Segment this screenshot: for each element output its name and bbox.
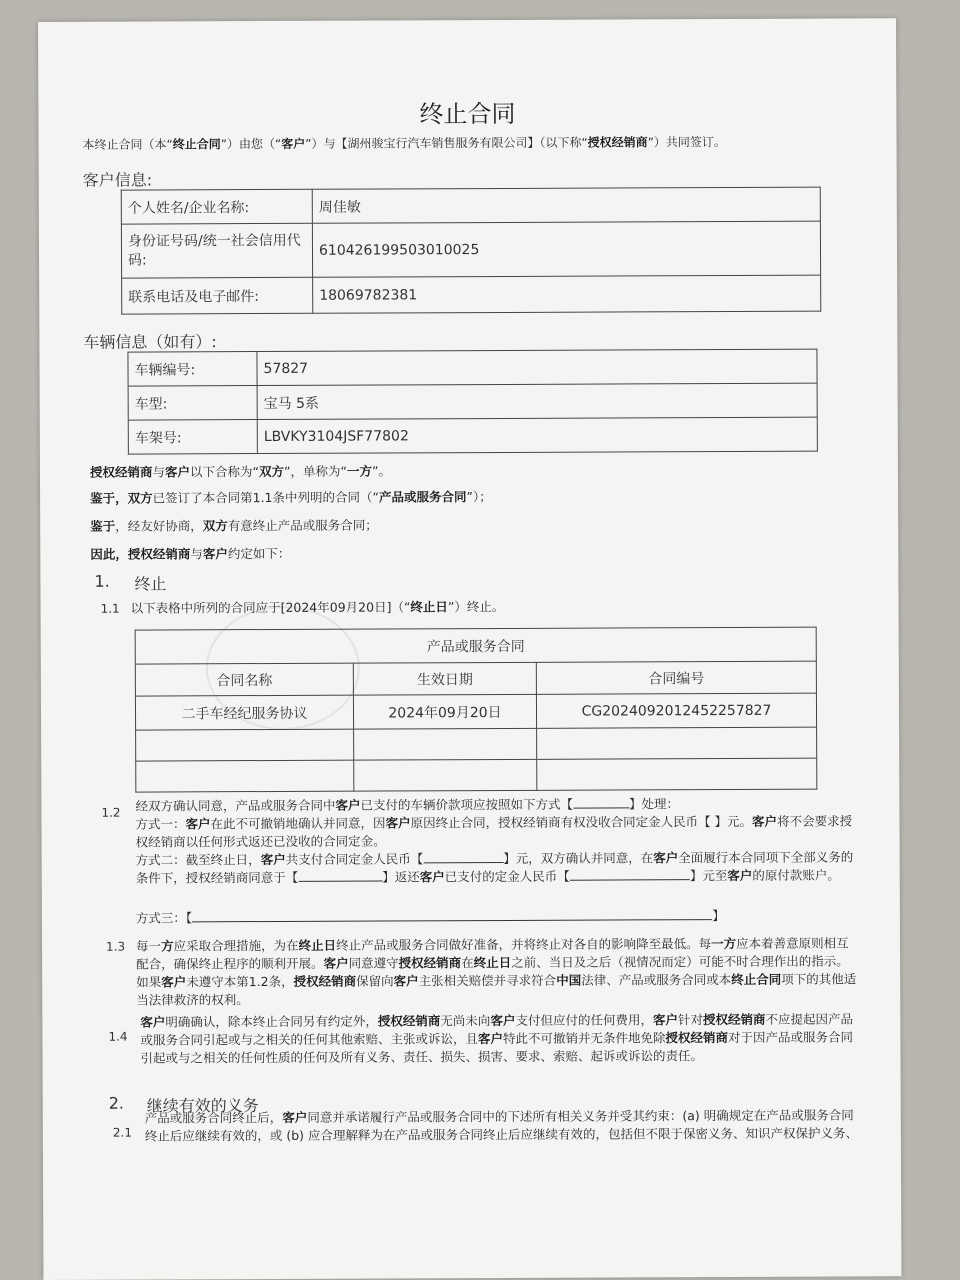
- clause-text: 支付但应付的任何费用，: [515, 1012, 653, 1028]
- clause-bold: 客户: [419, 869, 445, 885]
- clause-bold: 授权经销商: [398, 955, 462, 971]
- customer-contact-value: 18069782381: [313, 275, 821, 313]
- whereas-text: 有意终止产品或服务合同；: [227, 517, 378, 534]
- intro-text: ”）与【湖州骏宝行汽车销售服务有限公司】（以下称“: [305, 135, 588, 151]
- clause-bold: 客户: [323, 955, 349, 971]
- clause-2-1-number: 2.1: [112, 1125, 132, 1140]
- intro-bold: 终止合同: [172, 137, 221, 152]
- clause-text: 以下表格中所列的合同应于[2024年09月20日]（“: [130, 599, 411, 616]
- customer-name-value: 周佳敏: [312, 187, 820, 223]
- vehicle-number-label: 车辆编号:: [128, 352, 257, 387]
- intro-bold: 客户: [281, 136, 306, 151]
- clause-bold: 客户: [652, 1012, 679, 1028]
- clause-bold: 客户: [185, 816, 211, 832]
- parties-text: ”，单称为“: [283, 463, 347, 479]
- clause-text: 针对: [677, 1012, 704, 1028]
- vehicle-vin-label: 车架号:: [128, 420, 257, 455]
- customer-id-value: 610426199503010025: [312, 221, 820, 277]
- clause-text: 特此不可撤销并无条件地免除: [502, 1030, 666, 1046]
- clause-bold: 一方: [711, 935, 737, 952]
- clause-1-1-number: 1.1: [100, 601, 120, 616]
- whereas-bold: 产品或服务合同: [378, 489, 467, 505]
- clause-bold: 授权经销商: [665, 1029, 729, 1046]
- clause-1-4-text: [140, 1010, 860, 1067]
- clause-text: 不应提起因产品或服务合同引起或与之相关的任何其他索赔、主张或诉讼，且: [140, 1011, 854, 1048]
- clause-bold: 客户: [260, 851, 286, 868]
- contract-table: [135, 627, 818, 793]
- vehicle-info-heading: 车辆信息（如有）:: [83, 332, 217, 352]
- whereas-bold: 鉴于，双方: [90, 490, 153, 506]
- therefore-clause: [90, 545, 290, 564]
- vehicle-model-value: 宝马 5系: [257, 383, 817, 419]
- clause-text: ”）终止。: [447, 598, 505, 615]
- clause-text: 明确确认，除本终止合同另有约定外，: [165, 1013, 378, 1030]
- clause-text: 经双方确认同意，产品或服务合同中: [135, 797, 336, 814]
- clause-bold: 客户: [140, 1014, 166, 1030]
- fill-blank: [570, 867, 690, 881]
- empty-cell: [537, 727, 817, 759]
- section-2-heading: 继续有效的义务: [146, 1096, 259, 1116]
- whereas-text: 已签订了本合同第1.1条中列明的合同（“: [152, 489, 379, 506]
- empty-cell: [354, 728, 537, 760]
- clause-text: 主张相关赔偿并寻求符合: [418, 972, 557, 989]
- empty-cell: [136, 760, 354, 792]
- contract-table-header: 合同编号: [536, 661, 816, 694]
- empty-cell: [354, 759, 537, 791]
- vehicle-model-label: 车型:: [128, 386, 257, 421]
- clause-text: 在: [461, 955, 474, 971]
- clause-bold: 客户: [653, 850, 679, 866]
- intro-text: ”）由您（“: [220, 136, 282, 152]
- clause-text: 之前、当日及之后（视情况而定）可能不时合理作出的指示。如果: [136, 953, 849, 990]
- clause-bold: 客户: [161, 974, 187, 990]
- clause-bold: 客户: [490, 1012, 516, 1029]
- contract-name-cell: 二手车经纪服务协议: [135, 695, 353, 730]
- whereas-clause-2: [90, 517, 378, 536]
- customer-info-table: [121, 187, 822, 315]
- clause-text: 未遵守本第1.2条，: [186, 973, 294, 990]
- customer-name-label: 个人姓名/企业名称:: [121, 189, 312, 224]
- parties-bold: 授权经销商: [89, 464, 153, 480]
- clause-text: 将不会要求授权经销商以任何形式返还已没收的合同定金。: [135, 813, 853, 850]
- clause-bold: 客户: [282, 1109, 308, 1125]
- clause-bold: 客户: [752, 813, 778, 829]
- clause-2-1-text: [145, 1106, 861, 1145]
- contract-table-header: 生效日期: [353, 662, 536, 695]
- parties-text: ”。: [371, 463, 391, 479]
- clause-1-2-method-3: [136, 907, 725, 928]
- fill-blank: [573, 795, 629, 808]
- clause-text: 已支付的定金人民币【: [444, 868, 570, 885]
- clause-1-2-intro: [135, 795, 679, 815]
- customer-contact-label: 联系电话及电子邮件:: [122, 277, 313, 314]
- clause-text: 】: [712, 908, 725, 924]
- therefore-text: 与: [190, 546, 203, 562]
- intro-bold: 授权经销商: [587, 135, 648, 150]
- clause-bold: 终止日: [298, 937, 337, 953]
- clause-text: 】元至: [689, 868, 728, 884]
- clause-1-2-method-2: [136, 848, 860, 887]
- clause-1-4-number: 1.4: [108, 1029, 128, 1044]
- clause-text: 每一: [136, 938, 162, 954]
- vehicle-number-value: 57827: [257, 349, 817, 385]
- therefore-bold: 因此，授权经销商: [90, 546, 191, 562]
- clause-text: 对于因产品或服务合同引起或与之相关的任何性质的任何及所有义务、责任、损失、损害、要求、索赔、起诉或诉讼的责任。: [140, 1029, 854, 1066]
- parties-definition: [90, 462, 391, 481]
- therefore-text: 约定如下：: [227, 545, 291, 562]
- customer-info-heading: 客户信息:: [82, 170, 153, 190]
- clause-bold: 终止日: [410, 599, 448, 615]
- clause-bold: 终止合同: [731, 971, 782, 987]
- contract-date-cell: 2024年09月20日: [353, 694, 536, 729]
- clause-1-3-number: 1.3: [106, 939, 126, 954]
- clause-bold: 客户: [727, 867, 753, 884]
- parties-text: 以下合称为“: [189, 464, 260, 480]
- clause-1-1-text: [131, 598, 505, 618]
- contract-table-caption: 产品或服务合同: [135, 627, 816, 664]
- clause-text: 原因终止合同，授权经销商有权没收合同定金人民币【 】元。: [410, 813, 753, 831]
- clause-bold: 终止日: [473, 954, 512, 971]
- clause-text: 项下的其他适当法律救济的权利。: [136, 971, 857, 1008]
- vehicle-vin-value: LBVKY3104JSF77802: [257, 417, 817, 453]
- clause-text: 终止产品或服务合同做好准备，并将终止对各自的影响降至最低。每: [336, 936, 712, 953]
- clause-text: 在此不可撤销地确认并同意，因: [210, 815, 386, 832]
- clause-text: 】返还: [382, 869, 420, 885]
- whereas-text: ，经友好协商，: [115, 518, 203, 534]
- clause-bold: 授权经销商: [702, 1011, 766, 1028]
- clause-bold: 授权经销商: [293, 973, 357, 989]
- whereas-bold: 双方: [202, 518, 228, 534]
- clause-text: 共支付合同定金人民币【: [285, 851, 424, 867]
- contract-table-header: 合同名称: [135, 663, 353, 696]
- clause-text: 无尚未向: [440, 1013, 491, 1029]
- clause-text: 已支付的车辆价款项应按照如下方式【: [360, 796, 573, 813]
- clause-text: 方式一：: [135, 816, 186, 832]
- intro-text: ”）共同签订。: [647, 134, 726, 150]
- clause-text: 方式三：【: [135, 910, 193, 926]
- whereas-bold: 鉴于: [90, 518, 116, 534]
- parties-bold: 客户: [164, 464, 191, 480]
- intro-text: 本终止合同（本“: [82, 137, 173, 152]
- whereas-text: ”）；: [466, 489, 492, 505]
- fill-blank: [423, 850, 503, 863]
- clause-bold: 客户: [477, 1030, 504, 1047]
- clause-text: 应本着善意原则相互配合，确保终止程序的顺利开展。: [136, 935, 849, 972]
- section-2-number: 2.: [108, 1093, 125, 1113]
- clause-1-3-text: [136, 934, 860, 1009]
- clause-bold: 客户: [393, 973, 419, 989]
- clause-1-2-number: 1.2: [101, 805, 121, 820]
- section-1-heading: 终止: [134, 574, 167, 594]
- clause-text: 应采取合理措施，为在: [173, 937, 299, 954]
- clause-bold: 客户: [385, 815, 411, 831]
- clause-text: 保留向: [356, 973, 394, 989]
- document-title: 终止合同: [419, 99, 516, 129]
- clause-text: 全面履行本合同项下全部义务的条件下，授权经销商同意于【: [135, 849, 854, 886]
- empty-cell: [537, 758, 817, 790]
- fill-blank: [192, 907, 712, 922]
- clause-bold: 中国: [556, 972, 582, 988]
- section-1-number: 1.: [94, 571, 110, 591]
- clause-text: 】元，双方确认并同意，在: [503, 850, 654, 866]
- contract-page: [38, 18, 901, 1280]
- vehicle-info-table: [127, 349, 817, 455]
- clause-text: 的原付款账户。: [752, 867, 840, 883]
- clause-bold: 方: [161, 938, 174, 954]
- clause-text: 同意并承诺履行产品或服务合同中的下述所有相关义务并受其约束：(a) 明确规定在产品或服务合同终止后应继续有效的，或 (b) 应合理解释为在产品或服务合同终止后应继续有效的，包括但不限于保密义务、知识产权保护义务、: [144, 1107, 859, 1144]
- clause-1-2-method-1: [135, 812, 859, 851]
- parties-bold: 一方: [346, 463, 373, 479]
- fill-blank: [298, 869, 382, 882]
- empty-cell: [136, 729, 354, 761]
- parties-bold: 双方: [258, 463, 285, 480]
- parties-text: 与: [152, 464, 166, 480]
- contract-number-cell: CG2024092012452257827: [536, 693, 816, 728]
- clause-text: 产品或服务合同终止后，: [144, 1109, 283, 1126]
- clause-bold: 客户: [335, 797, 361, 813]
- clause-text: 方式二：截至终止日，: [135, 852, 261, 868]
- clause-text: 法律、产品或服务合同或本: [581, 971, 732, 988]
- therefore-bold: 客户: [202, 546, 228, 562]
- customer-id-label: 身份证号码/统一社会信用代码:: [121, 223, 312, 278]
- clause-text: 】处理：: [628, 796, 680, 812]
- clause-bold: 授权经销商: [377, 1013, 441, 1029]
- clause-text: 同意遵守: [348, 955, 399, 971]
- intro-paragraph: [82, 133, 725, 153]
- whereas-clause-1: [90, 488, 492, 508]
